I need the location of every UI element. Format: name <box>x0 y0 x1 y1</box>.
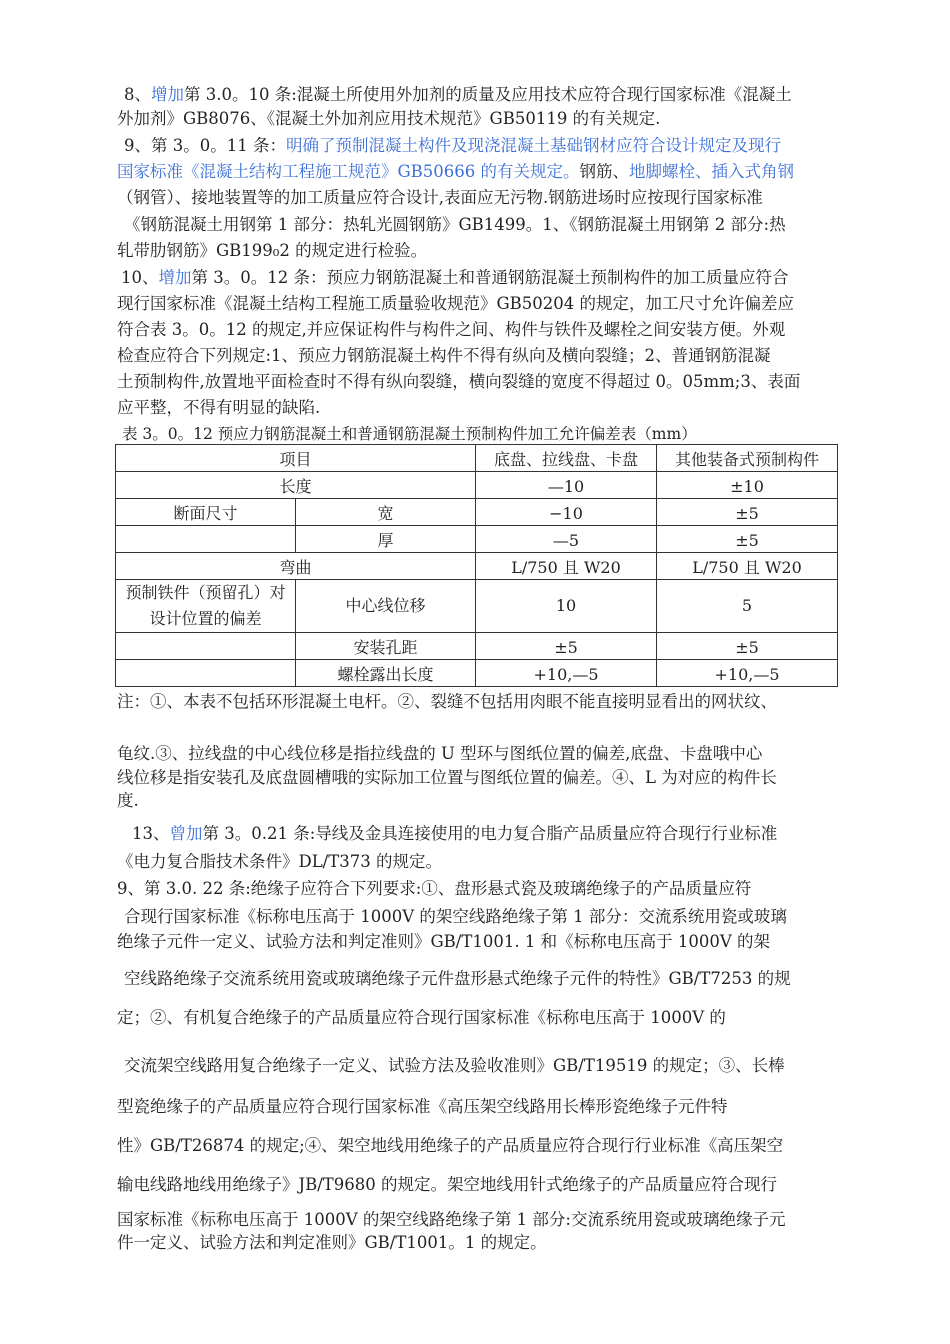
row-label: 预制铁件（预留孔）对设计位置的偏差 <box>116 580 296 633</box>
cell-value: −10 <box>476 499 657 526</box>
table-row <box>116 499 838 526</box>
cell-value: 5 <box>657 580 838 633</box>
tail-line: 定；②、有机复合绝缘子的产品质量应符合现行国家标准《标称电压高于 1000V 的 <box>117 1008 726 1027</box>
table-row <box>116 633 838 660</box>
table-row <box>116 472 838 499</box>
row-sublabel: 螺栓露出长度 <box>296 660 476 687</box>
tail-line: 交流架空线路用复合绝缘子一定义、试验方法及验收准则》GB/T19519 的规定；③、长棒 <box>124 1056 785 1075</box>
para-8-line-1: 8、增加第 3.0。10 条:混凝土所使用外加剂的质量及应用技术应符合现行国家标准《混凝土 <box>124 85 792 104</box>
cell-value: L/750 且 W20 <box>476 553 657 580</box>
tail-line: 绝缘子元件一定义、试验方法和判定准则》GB/T1001. 1 和《标称电压高于 1000V 的架 <box>117 932 770 951</box>
row-sublabel: 安装孔距 <box>296 633 476 660</box>
tail-line: 型瓷绝缘子的产品质量应符合现行国家标准《高压架空线路用长棒形瓷绝缘子元件特 <box>117 1097 728 1116</box>
para-10-line-2: 现行国家标准《混凝土结构工程施工质量验收规范》GB50204 的规定，加工尺寸允许偏差应 <box>117 294 795 313</box>
tail-line: 国家标准《标称电压高于 1000V 的架空线路绝缘子第 1 部分:交流系统用瓷或玻璃绝缘子元 <box>117 1210 786 1229</box>
revision-tag: 增加 <box>151 85 184 104</box>
row-sublabel: 中心线位移 <box>296 580 476 633</box>
tail-line: 件一定义、试验方法和判定准则》GB/T1001。1 的规定。 <box>117 1233 547 1252</box>
cell-value: ±5 <box>657 499 838 526</box>
para-9-line-2: 国家标准《混凝土结构工程施工规范》GB50666 的有关规定。钢筋、地脚螺栓、插入式角钢 <box>117 162 795 181</box>
tail-line: 性》GB/T26874 的规定;④、架空地线用绝缘子的产品质量应符合现行行业标准《高压架空 <box>117 1136 784 1155</box>
table-caption: 表 3。0。12 预应力钢筋混凝土和普通钢筋混凝土预制构件加工允许偏差表（mm） <box>122 425 697 443</box>
cell-value: +10,—5 <box>657 660 838 687</box>
note-line-4: 度. <box>117 791 139 810</box>
para-9-line-3: （钢管）、接地装置等的加工质量应符合设计,表面应无污物.钢筋进场时应按现行国家标准 <box>117 188 763 207</box>
para-10-line-3: 符合表 3。0。12 的规定,并应保证构件与构件之间、构件与铁件及螺栓之间安装方便。外观 <box>117 320 786 339</box>
para-9-line-4: 《钢筋混凝土用钢第 1 部分：热轧光圆钢筋》GB1499。1、《钢筋混凝土用钢第 2 部分:热 <box>124 215 786 234</box>
table-header-row <box>116 445 838 472</box>
para-10-line-1: 10、增加第 3。0。12 条：预应力钢筋混凝土和普通钢筋混凝土预制构件的加工质量应符合 <box>121 268 789 287</box>
para-10-line-6: 应平整，不得有明显的缺陷. <box>117 398 321 417</box>
tail-line: 9、第 3.0. 22 条:绝缘子应符合下列要求:①、盘形悬式瓷及玻璃绝缘子的产品质量应符 <box>117 879 752 898</box>
para-8-line-2: 外加剂》GB8076、《混凝土外加剂应用技术规范》GB50119 的有关规定. <box>117 109 661 128</box>
tail-line: 《电力复合脂技术条件》DL/T373 的规定。 <box>117 852 442 871</box>
cell-value: ±5 <box>657 633 838 660</box>
empty-cell <box>116 633 296 660</box>
tail-line: 合现行国家标准《标称电压高于 1000V 的架空线路绝缘子第 1 部分：交流系统用瓷或玻璃 <box>124 907 787 926</box>
header-base-plate: 底盘、拉线盘、卡盘 <box>476 445 657 472</box>
para-10-line-4: 检查应符合下列规定:1、预应力钢筋混凝土构件不得有纵向及横向裂缝；2、普通钢筋混凝 <box>117 346 771 365</box>
row-sublabel: 厚 <box>296 526 476 553</box>
revision-tag: 增加 <box>158 268 192 287</box>
cell-value: L/750 且 W20 <box>657 553 838 580</box>
row-label: 断面尺寸 <box>116 499 296 526</box>
header-item: 项目 <box>116 445 476 472</box>
tail-line: 空线路绝缘子交流系统用瓷或玻璃绝缘子元件盘形悬式绝缘子元件的特性》GB/T7253 的规 <box>124 969 791 988</box>
para-9-line-5: 轧带肋钢筋》GB199₀2 的规定进行检验。 <box>117 241 428 260</box>
cell-value: —10 <box>476 472 657 499</box>
revision-tag: 曾加 <box>169 824 203 843</box>
table-row <box>116 660 838 687</box>
cell-value: 10 <box>476 580 657 633</box>
note-line-3: 线位移是指安装孔及底盘圆槽哦的实际加工位置与图纸位置的偏差。④、L 为对应的构件长 <box>117 768 777 787</box>
para-13-line-1: 13、曾加第 3。0.21 条:导线及金具连接使用的电力复合脂产品质量应符合现行行业标准 <box>132 824 778 843</box>
note-line-1: 注：①、本表不包括环形混凝土电杆。②、裂缝不包括用肉眼不能直接明显看出的网状纹、 <box>117 692 777 711</box>
table-row <box>116 526 838 553</box>
empty-cell <box>116 526 296 553</box>
empty-cell <box>116 660 296 687</box>
table-row <box>116 553 838 580</box>
cell-value: ±5 <box>657 526 838 553</box>
header-other-components: 其他装备式预制构件 <box>657 445 838 472</box>
deviation-table <box>115 444 838 687</box>
highlight-text: 国家标准《混凝土结构工程施工规范》GB50666 的有关规定。 <box>117 162 580 181</box>
note-line-2: 龟纹.③、拉线盘的中心线位移是指拉线盘的 U 型环与图纸位置的偏差,底盘、卡盘哦中心 <box>117 744 763 763</box>
para-9-line-1: 9、第 3。0。11 条：明确了预制混凝土构件及现浇混凝土基础钢材应符合设计规定及现行 <box>124 136 781 155</box>
table-row <box>116 580 838 633</box>
cell-value: ±5 <box>476 633 657 660</box>
cell-value: ±10 <box>657 472 838 499</box>
cell-value: —5 <box>476 526 657 553</box>
row-sublabel: 宽 <box>296 499 476 526</box>
row-label: 长度 <box>116 472 476 499</box>
tail-line: 输电线路地线用绝缘子》JB/T9680 的规定。架空地线用针式绝缘子的产品质量应符合现行 <box>117 1175 778 1194</box>
highlight-text: 地脚螺栓、插入式角钢 <box>629 162 795 181</box>
row-label: 弯曲 <box>116 553 476 580</box>
highlight-text: 明确了预制混凝土构件及现浇混凝土基础钢材应符合设计规定及现行 <box>285 136 781 155</box>
para-10-line-5: 土预制构件,放置地平面检查时不得有纵向裂缝，横向裂缝的宽度不得超过 0。05mm;3、表面 <box>117 372 801 391</box>
cell-value: +10,—5 <box>476 660 657 687</box>
